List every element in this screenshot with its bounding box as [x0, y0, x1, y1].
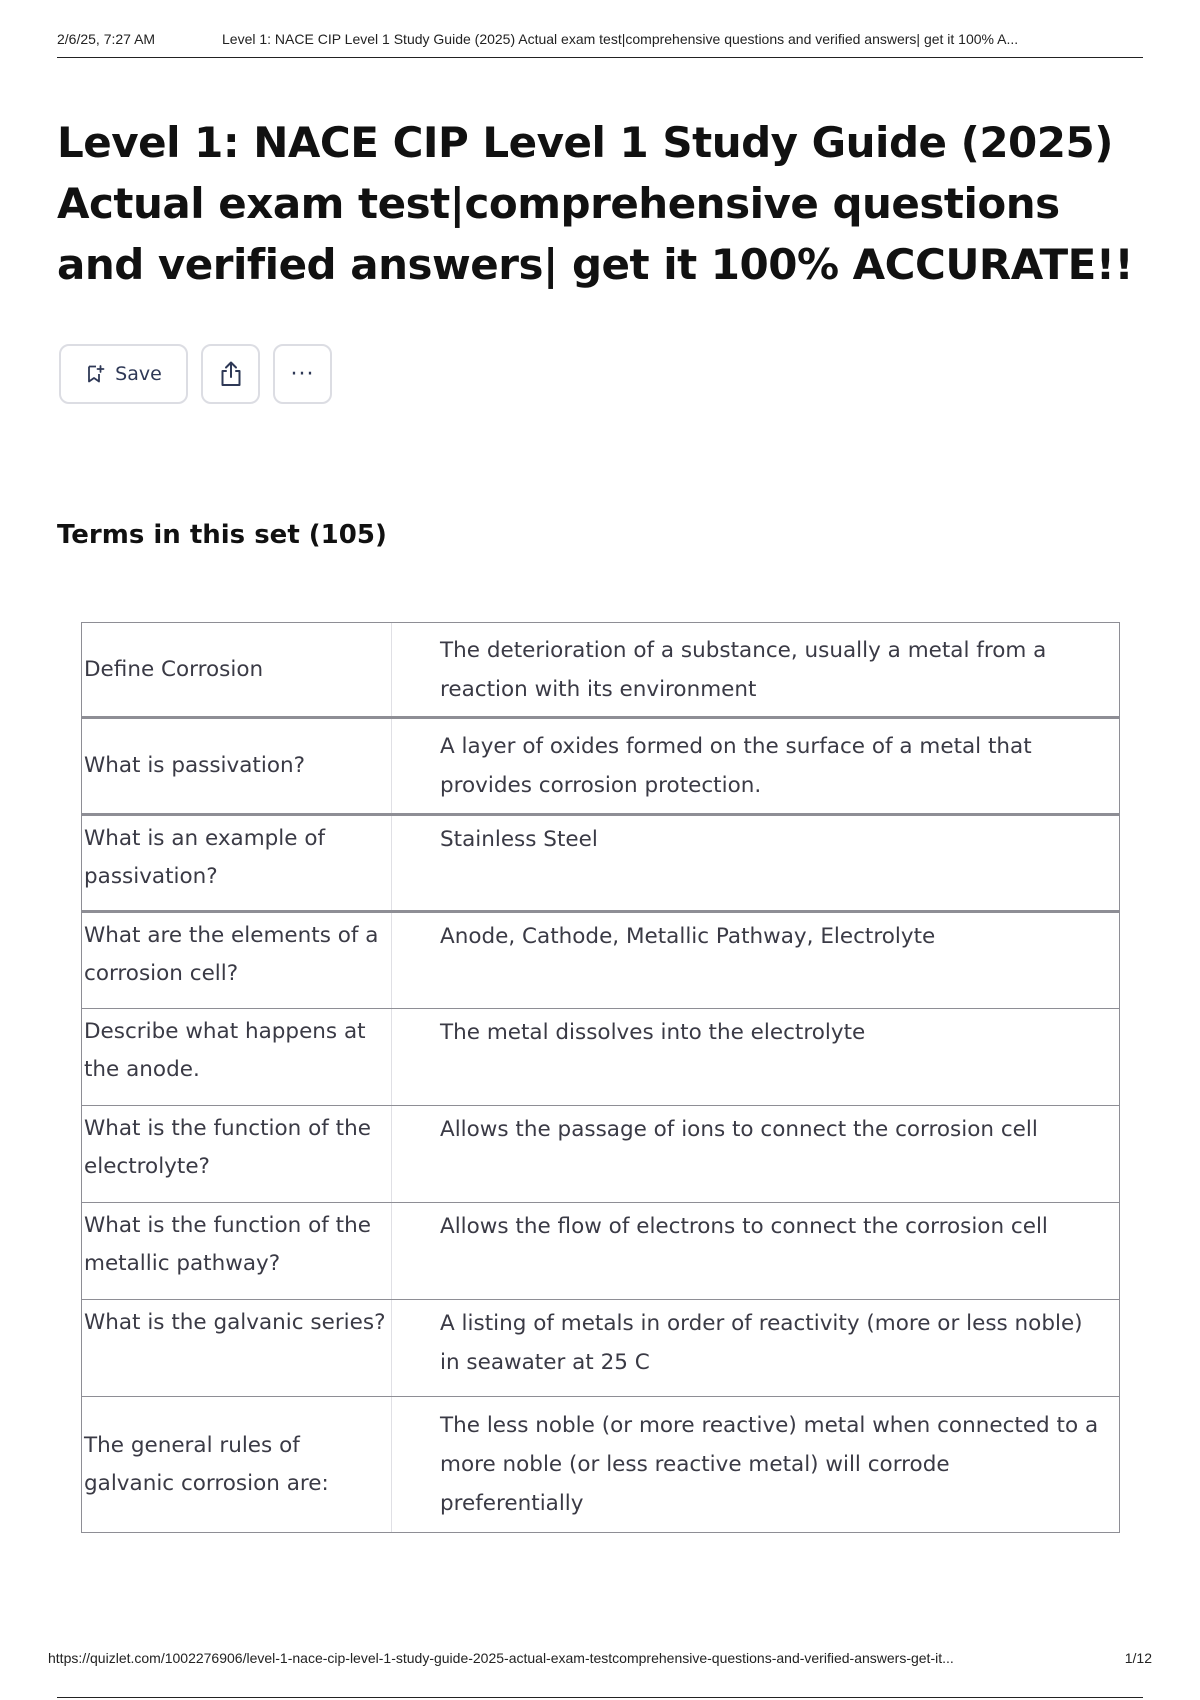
more-options-button[interactable]: [273, 344, 332, 404]
bookmark-add-icon: [85, 364, 105, 384]
term-cell: What is passivation?: [82, 719, 392, 813]
term-cell: What is the function of the electrolyte?: [82, 1106, 392, 1202]
table-row: [82, 719, 1119, 816]
page-number: 1/12: [1124, 1650, 1152, 1666]
definition-cell: The deterioration of a substance, usually a metal from a reaction with its environment: [440, 637, 1047, 702]
table-row: [82, 1300, 1119, 1397]
definition-cell: A layer of oxides formed on the surface of a metal that provides corrosion protection.: [440, 734, 1032, 798]
save-button[interactable]: [59, 344, 188, 404]
definition-cell: The metal dissolves into the electrolyte: [440, 1020, 866, 1045]
definition-cell: Stainless Steel: [440, 827, 598, 852]
table-row: [82, 1397, 1119, 1532]
term-cell: What is the function of the metallic pathway?: [82, 1203, 392, 1299]
table-row: [82, 1106, 1119, 1203]
share-icon: [218, 360, 244, 388]
share-button[interactable]: [201, 344, 260, 404]
table-row: [82, 913, 1119, 1009]
print-footer: [48, 1650, 1152, 1666]
term-cell: What are the elements of a corrosion cell?: [82, 913, 392, 1008]
footer-divider: [57, 1697, 1143, 1698]
table-row: [82, 816, 1119, 913]
term-cell: Describe what happens at the anode.: [82, 1009, 392, 1105]
action-bar: [59, 344, 332, 404]
terms-heading: Terms in this set (105): [57, 520, 387, 550]
print-header-title: Level 1: NACE CIP Level 1 Study Guide (2025) Actual exam test|comprehensive questions and verified answers| get it 100% A...: [222, 31, 1019, 47]
print-footer-url: https://quizlet.com/1002276906/level-1-nace-cip-level-1-study-guide-2025-actual-exam-testcomprehensive-questions-and-verified-answers-get-it...: [48, 1650, 954, 1666]
definition-cell: A listing of metals in order of reactivity (more or less noble) in seawater at 25 C: [440, 1311, 1083, 1375]
term-cell: What is the galvanic series?: [82, 1300, 392, 1396]
print-header: [57, 28, 1143, 58]
definition-cell: Allows the passage of ions to connect the corrosion cell: [440, 1117, 1038, 1142]
definition-cell: Allows the flow of electrons to connect the corrosion cell: [440, 1214, 1048, 1239]
definition-cell: Anode, Cathode, Metallic Pathway, Electrolyte: [440, 924, 936, 949]
definition-cell: The less noble (or more reactive) metal when connected to a more noble (or less reactive metal) will corrode preferentially: [440, 1413, 1099, 1516]
term-cell: The general rules of galvanic corrosion are:: [82, 1397, 392, 1532]
table-row: [82, 623, 1119, 719]
print-timestamp: 2/6/25, 7:27 AM: [57, 31, 156, 47]
more-horizontal-icon: ···: [290, 361, 315, 387]
table-row: [82, 1203, 1119, 1300]
table-row: [82, 1009, 1119, 1106]
terms-table: [81, 622, 1120, 1533]
save-button-label: Save: [115, 363, 162, 385]
term-cell: What is an example of passivation?: [82, 816, 392, 910]
page-title: Level 1: NACE CIP Level 1 Study Guide (2025) Actual exam test|comprehensive questions and verified answers| get it 100% ACCURATE!!: [57, 118, 1134, 289]
term-cell: Define Corrosion: [82, 623, 392, 716]
